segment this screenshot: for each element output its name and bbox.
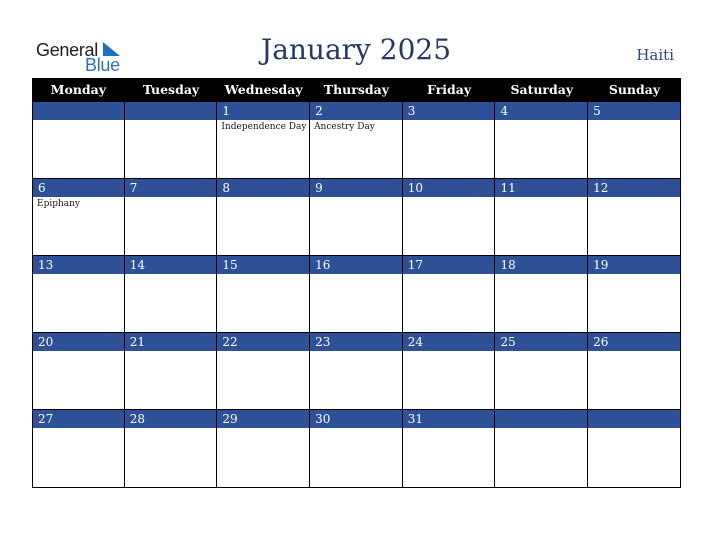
day-number: 24 [407,335,424,349]
day-cell [217,410,310,488]
day-number: 15 [222,258,238,272]
day-number: 16 [315,258,331,272]
day-number: 26 [593,335,609,349]
date-bar [310,179,402,197]
day-number: 5 [593,104,601,118]
day-number: 2 [315,104,323,118]
day-number: 13 [38,258,54,272]
weekday-header: Tuesday [142,82,200,97]
day-number: 7 [129,181,138,195]
day-cell [310,179,403,256]
holiday-label: Ancestry Day [314,122,375,132]
date-bar [217,179,309,197]
date-bar [588,102,680,120]
day-cell [403,102,496,179]
calendar-grid [32,78,681,488]
day-cell [310,102,403,179]
day-cell [310,410,403,488]
date-bar [125,179,217,197]
day-number: 9 [315,181,323,195]
day-cell [495,102,588,179]
date-bar [33,102,124,120]
day-number: 20 [38,335,54,349]
day-cell [32,410,125,488]
date-bar [125,102,217,120]
week-row [32,256,681,333]
day-cell [495,410,588,488]
day-cell [403,256,496,333]
day-cell [32,333,125,410]
date-bar [403,102,495,120]
week-row [32,333,681,410]
day-number: 23 [315,335,331,349]
day-cell [495,256,588,333]
day-cell [217,179,310,256]
weekday-header: Thursday [323,82,390,97]
logo-word-blue: Blue [85,55,120,75]
day-number: 8 [222,181,231,195]
day-number: 17 [407,258,424,272]
day-number: 22 [222,335,238,349]
day-cell [588,256,681,333]
day-cell [125,179,218,256]
holiday-label: Independence Day [221,122,307,132]
day-cell [125,333,218,410]
day-number: 30 [315,412,331,426]
weekday-header: Saturday [510,82,574,97]
day-cell [403,333,496,410]
date-bar [495,410,587,428]
day-cell [217,102,310,179]
day-cell [495,179,588,256]
day-cell [310,256,403,333]
day-cell [403,179,496,256]
day-number: 27 [38,412,54,426]
weekday-header: Sunday [608,82,661,97]
week-row [32,102,681,179]
weekday-header-row [32,78,681,102]
day-cell [588,333,681,410]
calendar-title: January 2025 [260,33,452,66]
logo-word-general: General [36,40,98,60]
day-cell [32,102,125,179]
day-cell [588,102,681,179]
week-row [32,179,681,256]
day-cell [32,256,125,333]
country-label: Haiti [636,46,674,64]
day-number: 28 [129,412,145,426]
holiday-label: Epiphany [37,199,81,209]
weekday-header: Friday [427,82,472,97]
day-number: 10 [407,181,424,195]
date-bar [217,102,309,120]
day-number: 4 [500,104,509,118]
day-number: 18 [500,258,516,272]
day-number: 19 [593,258,609,272]
day-cell [125,102,218,179]
day-cell [403,410,496,488]
day-number: 3 [407,104,416,118]
date-bar [33,179,124,197]
day-cell [125,256,218,333]
day-cell [32,179,125,256]
weekday-header: Monday [50,82,107,97]
day-number: 14 [129,258,145,272]
day-number: 1 [222,104,231,118]
day-number: 21 [129,335,145,349]
day-number: 25 [500,335,516,349]
day-cell [217,256,310,333]
day-number: 11 [500,181,516,195]
day-cell [125,410,218,488]
day-cell [217,333,310,410]
day-number: 6 [38,181,46,195]
week-row [32,410,681,488]
day-number: 12 [593,181,609,195]
date-bar [310,102,402,120]
day-number: 31 [407,412,424,426]
day-cell [588,179,681,256]
day-cell [495,333,588,410]
day-cell [310,333,403,410]
day-number: 29 [222,412,238,426]
date-bar [495,102,587,120]
day-cell [588,410,681,488]
weekday-header: Wednesday [224,82,303,97]
date-bar [588,410,680,428]
